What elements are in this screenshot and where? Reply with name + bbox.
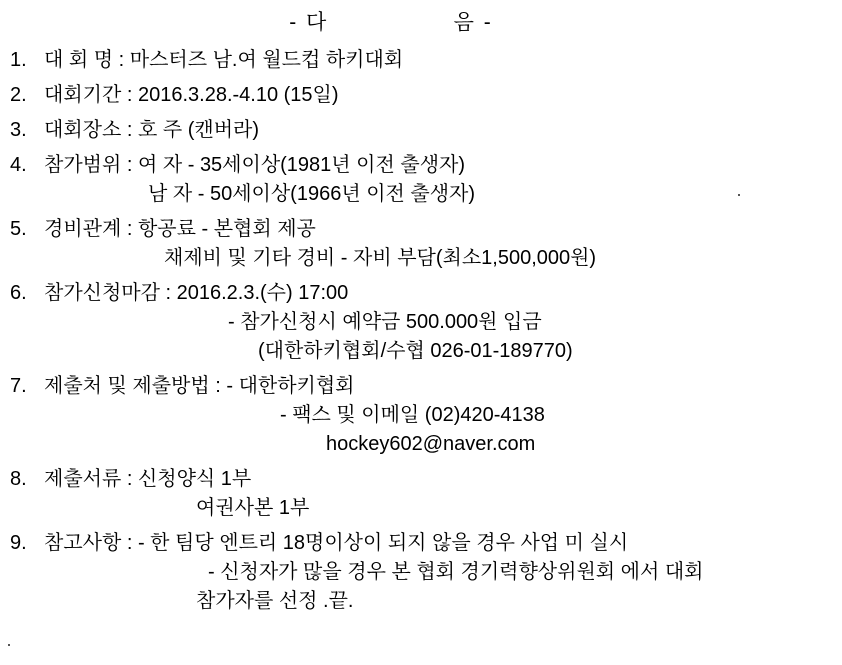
list-item-sub-line: - 참가신청시 예약금 500.000원 입금 bbox=[228, 311, 542, 333]
list-item-label: 참가범위 : bbox=[44, 154, 133, 176]
list-item-main-line bbox=[0, 279, 842, 308]
list-item-number: 8. bbox=[10, 468, 27, 490]
list-item-main-line bbox=[0, 81, 842, 110]
list-item bbox=[0, 81, 842, 110]
list-item-label: 대회장소 : bbox=[44, 119, 133, 141]
list-item-main-line bbox=[0, 372, 842, 401]
list-item-label: 대회기간 : bbox=[44, 84, 133, 106]
list-item-text: 마스터즈 남.여 월드컵 하키대회 bbox=[129, 49, 404, 71]
list-item-main-line bbox=[0, 465, 842, 494]
list-item-sub-line: 여권사본 1부 bbox=[196, 497, 310, 519]
list-item-email: hockey602@naver.com bbox=[326, 433, 536, 455]
list-item bbox=[0, 465, 842, 523]
list-item-number: 3. bbox=[10, 119, 27, 141]
list-item-sub-line: 남 자 - 50세이상(1966년 이전 출생자) bbox=[148, 183, 476, 205]
scan-artifact-dot bbox=[738, 194, 740, 196]
list-item-label: 경비관계 : bbox=[44, 218, 133, 240]
list-item-label: 제출서류 : bbox=[44, 468, 133, 490]
list-item-number: 4. bbox=[10, 154, 27, 176]
list-item-label: 제출처 및 제출방법 : bbox=[44, 375, 221, 397]
list-item-text: - 한 팀당 엔트리 18명이상이 되지 않을 경우 사업 미 실시 bbox=[137, 532, 629, 554]
list-item-label: 참고사항 : bbox=[44, 532, 133, 554]
list-item bbox=[0, 215, 842, 273]
list-item-main-line bbox=[0, 529, 842, 558]
list-item-text: 신청양식 1부 bbox=[137, 468, 252, 490]
list-item-main-line bbox=[0, 116, 842, 145]
list-item-sub-line: 채제비 및 기타 경비 - 자비 부담(최소1,500,000원) bbox=[164, 247, 597, 269]
list-item-main-line bbox=[0, 215, 842, 244]
list-item-number: 9. bbox=[10, 532, 27, 554]
list-item-label: 참가신청마감 : bbox=[44, 282, 172, 304]
list-item-number: 7. bbox=[10, 375, 27, 397]
list-item-number: 2. bbox=[10, 84, 27, 106]
document-body bbox=[0, 46, 842, 616]
page-title: - 다 음 - bbox=[289, 11, 493, 34]
list-item-text: 여 자 - 35세이상(1981년 이전 출생자) bbox=[137, 154, 465, 176]
list-item-sub-line: (대한하키협회/수협 026-01-189770) bbox=[258, 340, 573, 362]
list-item-label: 대 회 명 : bbox=[44, 49, 125, 71]
list-item-number: 1. bbox=[10, 49, 27, 71]
list-item-text: 2016.3.28.-4.10 (15일) bbox=[137, 84, 339, 106]
list-item-sub-line: - 신청자가 많을 경우 본 협회 경기력향상위원회 에서 대회 bbox=[208, 561, 704, 583]
list-item bbox=[0, 279, 842, 366]
list-item-number: 6. bbox=[10, 282, 27, 304]
list-item-text: 호 주 (캔버라) bbox=[137, 119, 260, 141]
list-item bbox=[0, 529, 842, 616]
document-page bbox=[0, 6, 842, 665]
list-item bbox=[0, 372, 842, 459]
list-item-sub-line: - 팩스 및 이메일 (02)420-4138 bbox=[280, 404, 545, 426]
list-item-sub-line: 참가자를 선정 .끝. bbox=[196, 590, 354, 612]
list-item-text: 항공료 - 본협회 제공 bbox=[137, 218, 316, 240]
list-item-text: - 대한하키협회 bbox=[226, 375, 355, 397]
list-item bbox=[0, 116, 842, 145]
scan-artifact-dot bbox=[8, 644, 10, 646]
list-item-text: 2016.2.3.(수) 17:00 bbox=[176, 282, 349, 304]
list-item bbox=[0, 46, 842, 75]
list-item-number: 5. bbox=[10, 218, 27, 240]
list-item-main-line bbox=[0, 151, 842, 180]
list-item bbox=[0, 151, 842, 209]
list-item-main-line bbox=[0, 46, 842, 75]
